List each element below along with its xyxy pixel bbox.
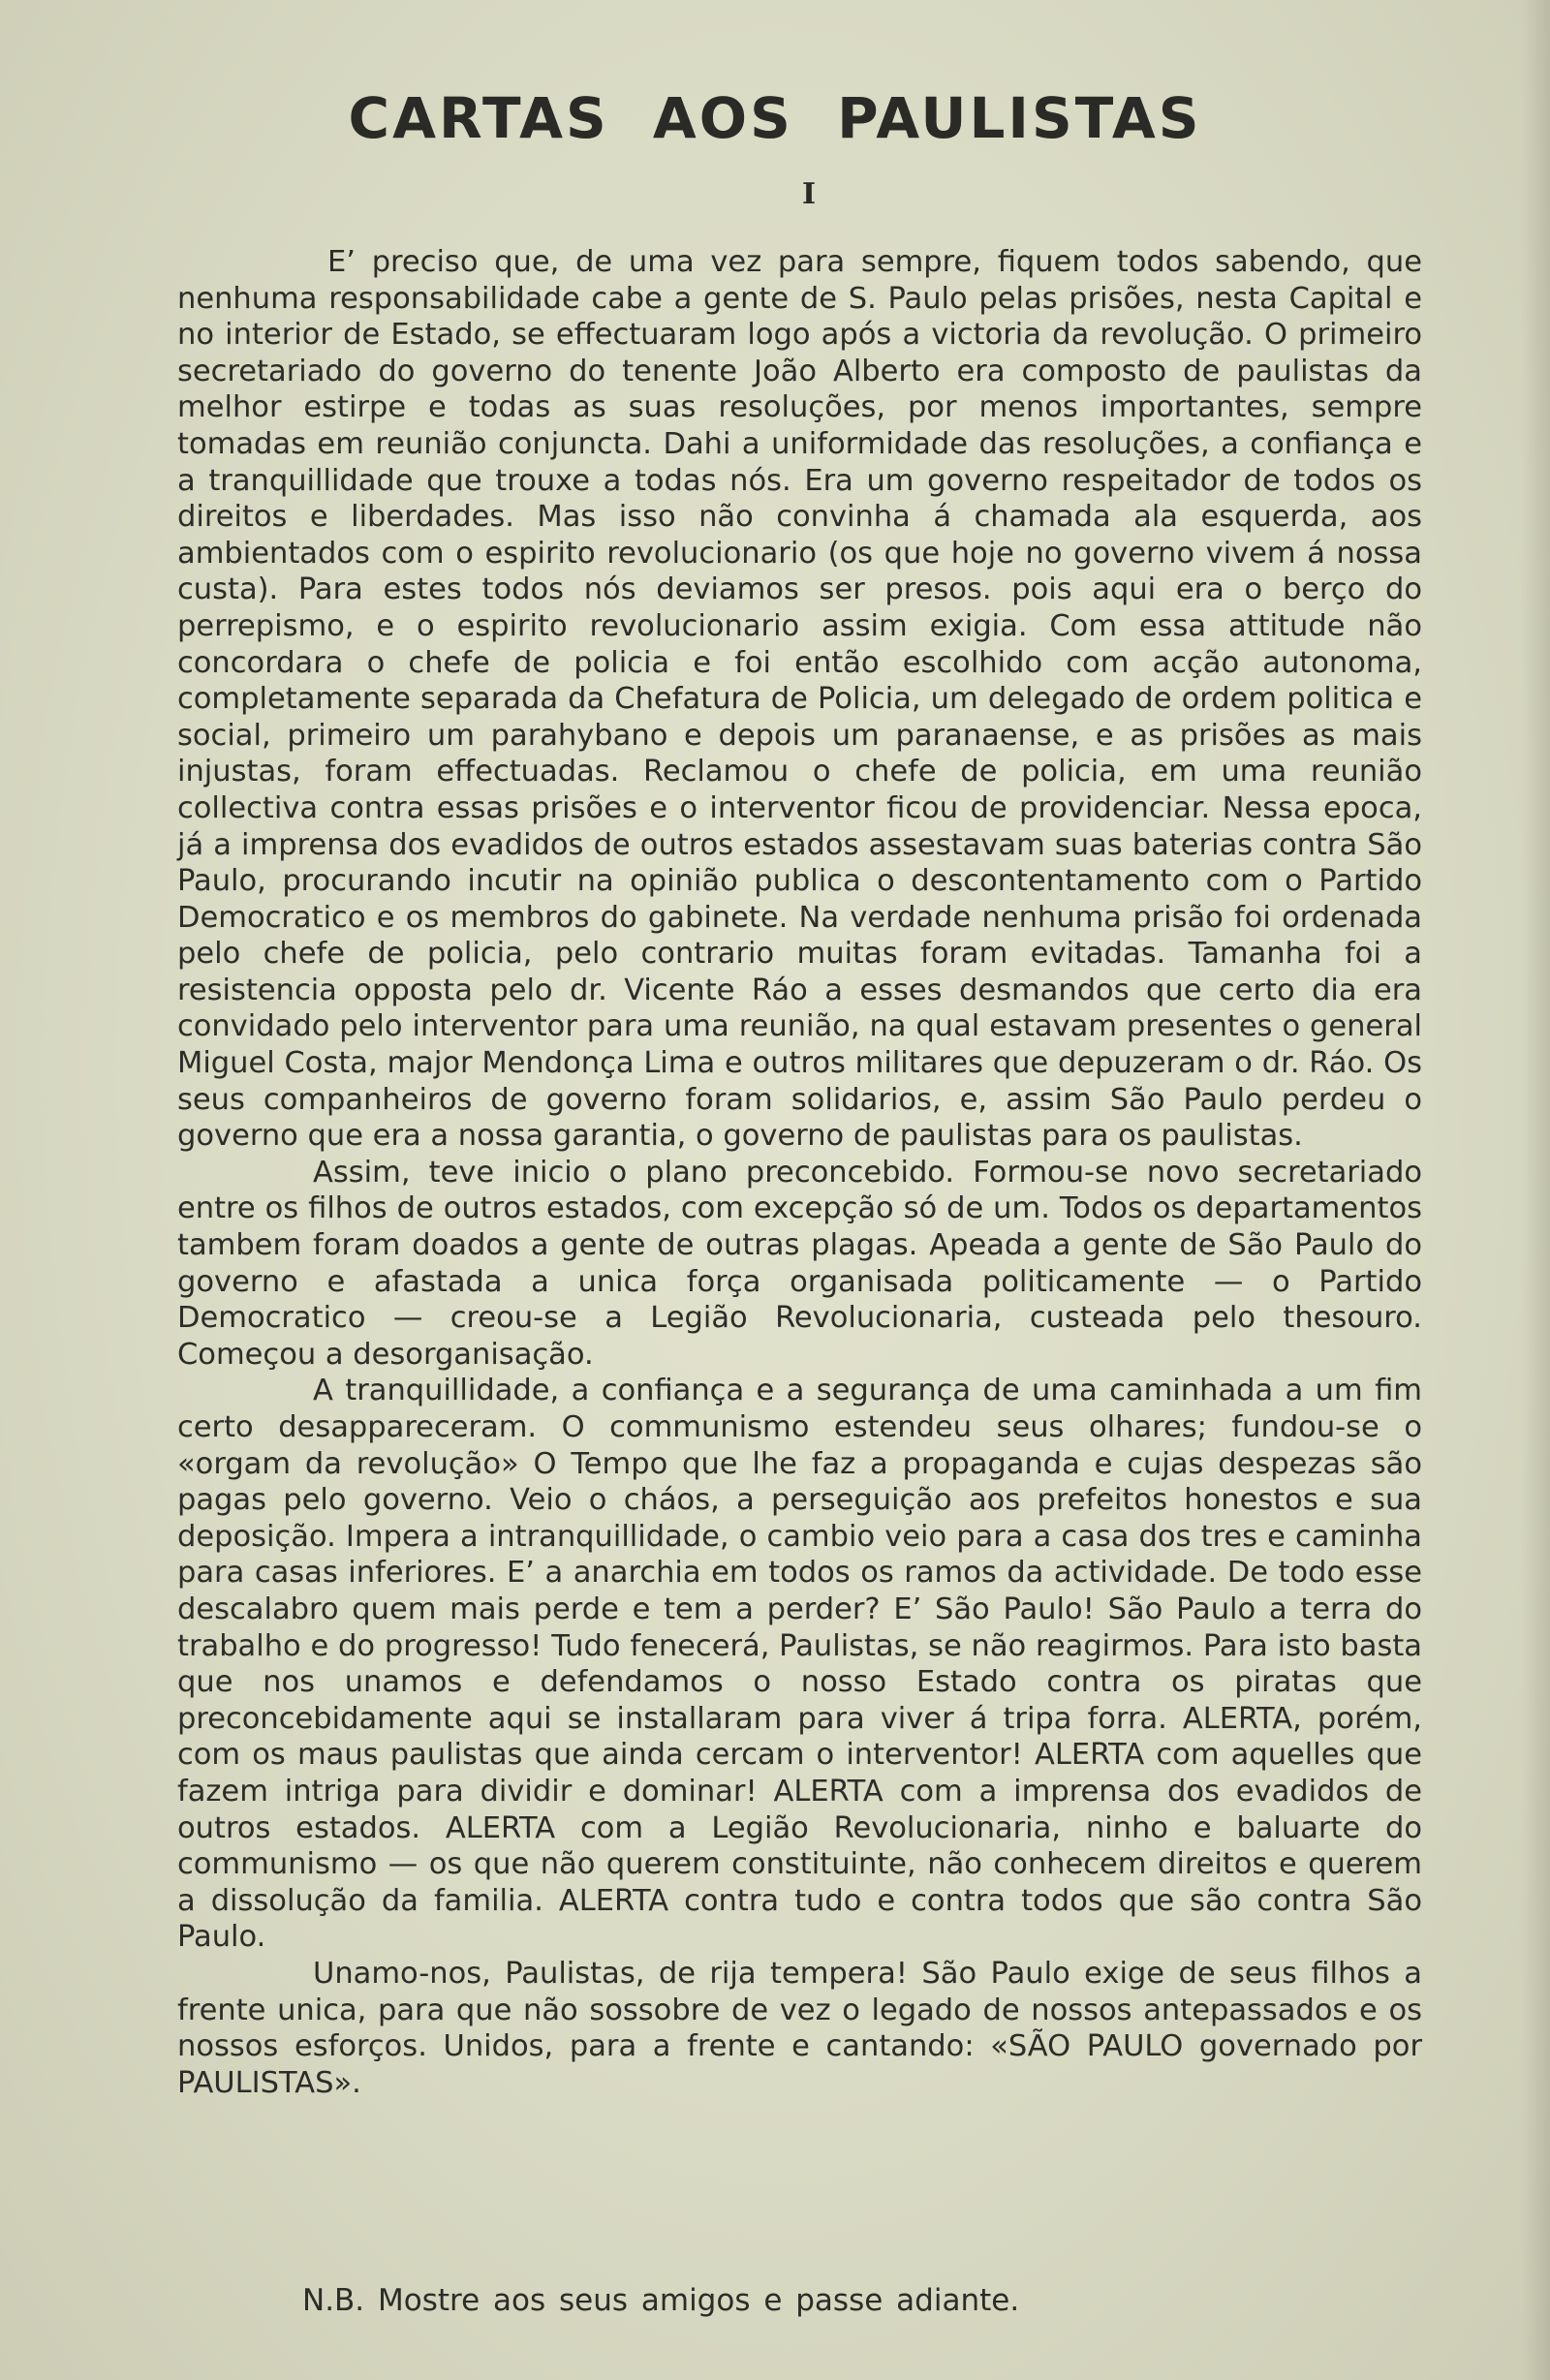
paragraph-3: A tranquillidade, a confiança e a segurança de uma caminhada a um fim certo desappareceram. O communismo estendeu seus olhares; fundou-se o «orgam da revolução» O Tempo que lhe faz a propaganda e cujas despezas são pagas pelo governo. Veio o cháos, a perseguição aos prefeitos honestos e sua deposição. Impera a intranquillidade, o cambio veio para a casa dos tres e caminha para casas inferiores. E’ a anarchia em todos os ramos da actividade. De todo esse descalabro quem mais perde e tem a perder? E’ São Paulo! São Paulo a terra do trabalho e do progresso! Tudo fenecerá, Paulistas, se não reagirmos. Para isto basta que nos unamos e defendamos o nosso Estado contra os piratas que preconcebidamente aqui se installaram para viver á tripa forra. ALERTA, porém, com os maus paulistas que ainda cercam o interventor! ALERTA com aquelles que fazem intriga para dividir e dominar! ALERTA com a imprensa dos evadidos de outros estados. ALERTA com a Legião Revolucionaria, ninho e baluarte do communismo — os que não querem constituinte, não conhecem direitos e querem a dissolução da familia. ALERTA contra tudo e contra todos que são contra São Paulo.	[177, 1374, 1422, 1955]
footnote: N.B. Mostre aos seus amigos e passe adiante.	[302, 2283, 1020, 2318]
paragraph-4: Unamo-nos, Paulistas, de rija tempera! São Paulo exige de seus filhos a frente unica, para que não sossobre de vez o legado de nossos antepassados e os nossos esforços. Unidos, para a frente e cantando: «SÃO PAULO governado por PAULISTAS».	[177, 1956, 1422, 2100]
paragraph-1: E’ preciso que, de uma vez para sempre, fiquem todos sabendo, que nenhuma responsabilidade cabe a gente de S. Paulo pelas prisões, nesta Capital e no interior de Estado, se effectuaram logo após a victoria da revolução. O primeiro secretariado do governo do tenente João Alberto era composto de paulistas da melhor estirpe e todas as suas resoluções, por menos importantes, sempre tomadas em reunião conjuncta. Dahi a uniformidade das resoluções, a confiança e a tranquillidade que trouxe a todas nós. Era um governo respeitador de todos os direitos e liberdades. Mas isso não convinha á chamada ala esquerda, aos ambientados com o espirito revolucionario (os que hoje no governo vivem á nossa custa). Para estes todos nós deviamos ser presos. pois aqui era o berço do perrepismo, e o espirito revolucionario assim exigia. Com essa attitude não concordara o chefe de policia e foi então escolhido com acção autonoma, completamente separada da Chefatura de Policia, um delegado de ordem politica e social, primeiro um parahybano e depois um paranaense, e as prisões as mais injustas, foram effectuadas. Reclamou o chefe de policia, em uma reunião collectiva contra essas prisões e o interventor ficou de providenciar. Nessa epoca, já a imprensa dos evadidos de outros estados assestavam suas baterias contra São Paulo, procurando incutir na opinião publica o descontentamento com o Partido Democratico e os membros do gabinete. Na verdade nenhuma prisão foi ordenada pelo chefe de policia, pelo contrario muitas foram evitadas. Tamanha foi a resistencia opposta pelo dr. Vicente Ráo a esses desmandos que certo dia era convidado pelo interventor para uma reunião, na qual estavam presentes o general Miguel Costa, major Mendonça Lima e outros militares que depuzeram o dr. Ráo. Os seus companheiros de governo foram solidarios, e, assim São Paulo perdeu o governo que era a nossa garantia, o governo de paulistas para os paulistas.	[177, 245, 1422, 1154]
paragraph-2: Assim, teve inicio o plano preconcebido. Formou-se novo secretariado entre os filhos de outros estados, com excepção só de um. Todos os departamentos tambem foram doados a gente de outras plagas. Apeada a gente de São Paulo do governo e afastada a unica força organisada politicamente — o Partido Democratico — creou-se a Legião Revolucionaria, custeada pelo thesouro. Começou a desorganisação.	[177, 1155, 1422, 1372]
document-title: CARTAS AOS PAULISTAS	[348, 85, 1202, 151]
body-text	[177, 244, 1422, 2101]
section-numeral: I	[801, 177, 817, 211]
